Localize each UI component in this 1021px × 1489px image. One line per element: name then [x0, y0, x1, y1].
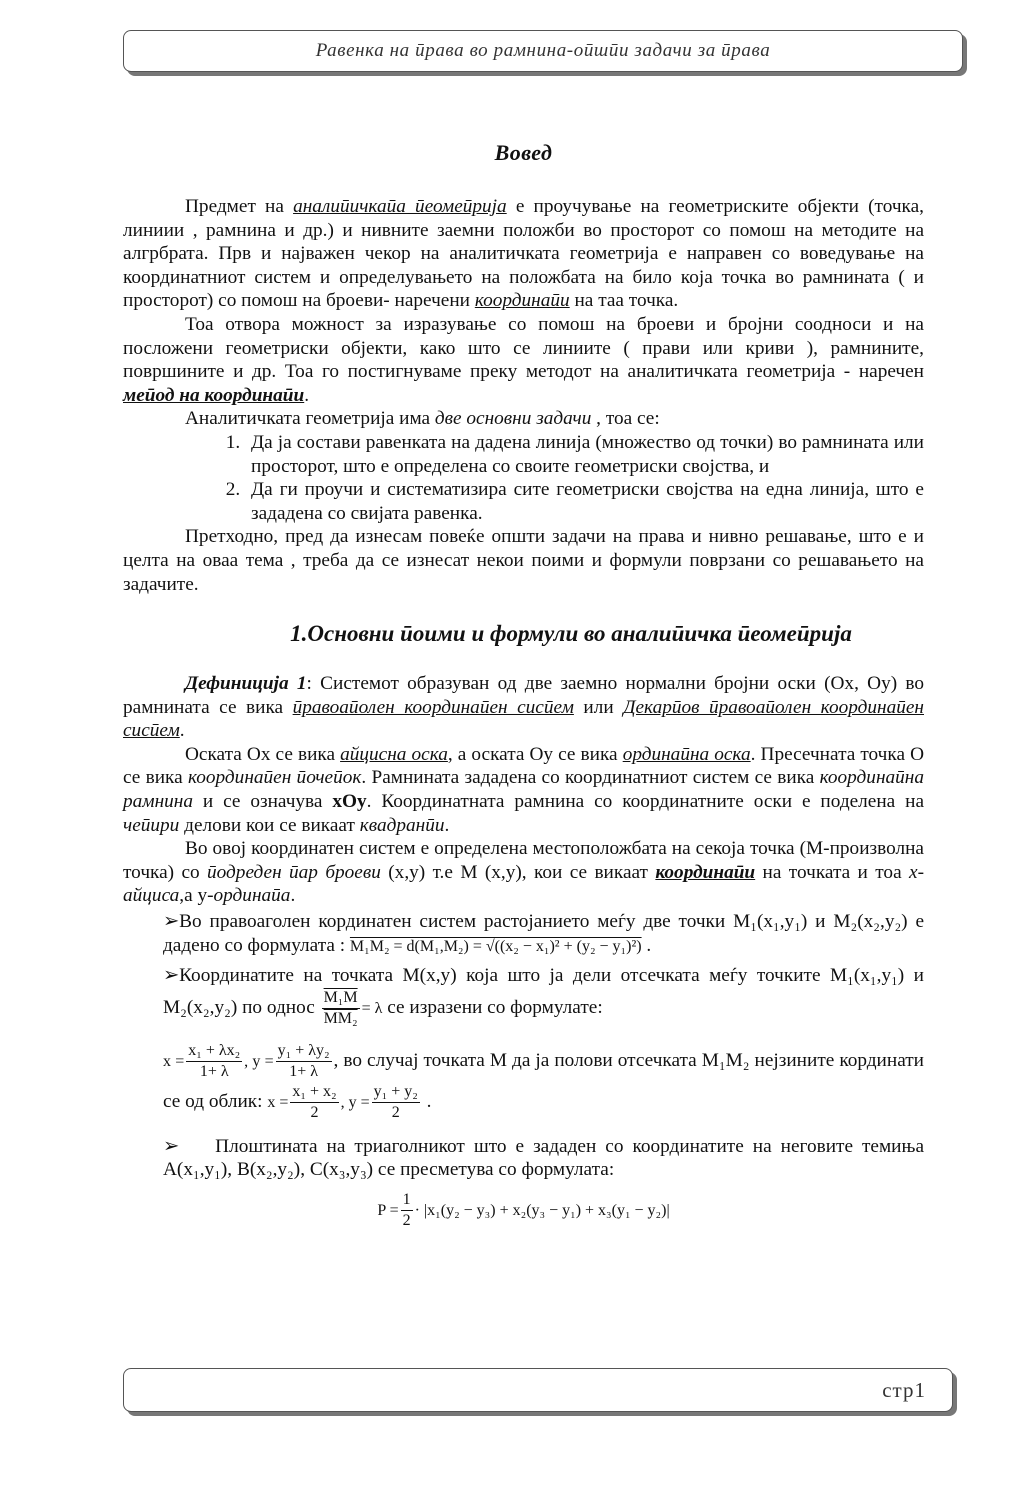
text-run: ,а y- [179, 885, 214, 907]
emphasized-term: две основни задачи [434, 408, 592, 430]
title: Вовед [494, 140, 553, 165]
emphasized-term: аналиӣичкаӣа ӣеомеӣрија [293, 196, 507, 217]
emphasized-term: квадранӣи [359, 814, 445, 836]
text-run: Во овој координатен систем е определена местоположбата на секоја точка (М-произволна точка) со [123, 838, 924, 883]
text-run: . [290, 885, 296, 907]
text-run: . Пресечната точка О се вика [123, 743, 924, 789]
text-run: . Координатната рамнина со координатните оски е поделена на [366, 791, 925, 813]
ratio-fraction: $\frac{\text{M₁M}}{\text{MM₂}}$ [323, 988, 358, 1027]
text-run: Тоа отвора можност за изразување со помош на броеви и бројни соодноси и на посложени геометриски објекти, како што се линиите ( прави или криви ), рамнините, површините и др. Тоа го постигнуваме преку методот на аналитичката геометрија - наречен [123, 313, 924, 383]
bullet-arrow-icon: ➢ [163, 1135, 180, 1157]
task-item: 2. Да ги проучи и систематизира сите геометриски својства на една линија, што е зададена со свијата равенка. [245, 478, 924, 525]
text-run: . [304, 384, 310, 406]
emphasized-term: координаӣна рамнина [123, 767, 924, 813]
paragraph [123, 743, 924, 837]
emphasized-term: координаӣи [474, 290, 570, 312]
text-run: Оската Ох се вика [185, 743, 341, 765]
emphasized-term: x-айциса [123, 861, 924, 907]
header-box [123, 30, 963, 72]
text-run: , а оската Oy се вика [447, 743, 623, 765]
bullet-arrow-icon: ➢ [163, 911, 180, 933]
text-run: делови кои се викаат [179, 814, 360, 836]
paragraph [123, 672, 924, 743]
emphasized-term: ординаӣа [213, 885, 291, 907]
paragraph [123, 525, 924, 596]
intro-conclusion [123, 525, 924, 596]
task-list [123, 431, 924, 525]
page-content [123, 140, 924, 1231]
task-item: 1. Да ја состави равенката на дадена линија (множество од точки) во рамнината или просторот, што е определена со своите геометриски својства, и [245, 431, 924, 478]
text-run: : Системот образуван од две заемно нормални бројни оски (Ox, Oy) во рамнината се вика [123, 673, 924, 718]
emphasized-term: координаӣи [655, 861, 756, 883]
page-number: стр1 [882, 1378, 926, 1402]
text-run: на точката и тоа [755, 861, 910, 883]
emphasized-term: координаӣен ӣочеӣок [187, 767, 362, 789]
running-header: Равенка на ӣрава во рамнина-оӣшӣи задачи за ӣрава [315, 40, 771, 61]
text-run: Претходно, пред да изнесам повеќе општи задачи на права и нивно решавање, што е и целта на оваа тема , треба да се изнесат некои поими и формули поврзани со решавањето на задачите. [123, 526, 924, 595]
text-run: или [573, 696, 624, 718]
text-run: . [444, 814, 450, 836]
distance-formula: M₁M₂ = d(M₁,M₂) = √((x₂ − x₁)² + (y₂ − y₁)²) [349, 937, 642, 955]
text-run: . Рамнината зададена со координатниот систем се вика [361, 767, 820, 789]
paragraph [123, 195, 924, 313]
paragraph [123, 837, 924, 908]
emphasized-term: айцисна оска [340, 743, 448, 765]
emphasized-term: чеӣири [123, 814, 180, 836]
footer-box [123, 1368, 953, 1412]
text-run: (x,y) т.е M (x,y), кои се викаат [380, 861, 656, 883]
area-formula: P = $\frac{1}{2}$ · |x₁(y₂ − y₃) + x₂(y₃ − y₁) + x₃(y₁ − y₂)| [377, 1191, 670, 1229]
emphasized-term: Дефиниција 1 [185, 673, 307, 695]
division-bullet: ➢Координатите на точката M(x,y) која што ја дели отсечката меѓу точките M₁(x₁,y₁) и M₂(x₂,y₂) по однос $\frac{\text{M₁M}}{\text{MM₂}}$ = λ се изразени со формулате: [163, 965, 924, 1027]
text-run: Предмет на [185, 196, 294, 217]
distance-bullet: ➢Во правоаголен кординатен систем растојанието меѓу две точки M₁(x₁,y₁) и M₂(x₂,y₂) е дадено со формулата : M₁M₂ = d(M₁,M₂) = √((x₂ − x₁)² + (y₂ − y₁)²) . [163, 911, 924, 956]
text-run: е проучување на геометриските објекти (точка, линиии , рамнина и др.) и нивните заемни положби во просторот со помош на методите на алгрбрата. Прв и најважен чекор на аналитичката геометрија е направен со воведување на координатниот систем и определувањето на положбата на било која точка во рамнината ( и просторот) со помош на броеви- наречени [123, 196, 924, 312]
division-formula: x = $\frac{\text{x₁ + λx₂}}{1+ \lambda}$ , y = $\frac{\text{y₁ + λy₂}}{1+ \lambda}$ , во случај точката M да ја полови отсечката M₁M₂ нејзините кординати се од облик: x = $\frac{\text{x₁ + x₂}}{2}$ , y = $\frac{\text{y₁ + y₂}}{2}$ . [163, 1041, 924, 1121]
definitions [123, 672, 924, 908]
text-run: Аналитичката геометрија има [185, 408, 435, 430]
paragraph [123, 313, 924, 407]
emphasized-term: xOy [332, 791, 367, 813]
text-run: , тоа се: [591, 408, 660, 430]
area-bullet: ➢ Плоштината на триаголникот што е зададен со координатите на неговите темиња A(x₁,y₁), B(x₂,y₂), C(x₃,y₃) се пресметува со формулата: [163, 1135, 925, 1181]
emphasized-term: ӣодреден ӣар броеви [207, 861, 381, 883]
emphasized-term: меӣод на координаӣи [123, 384, 305, 406]
text-run: и се означува [193, 791, 333, 813]
emphasized-term: ӣравоаӣолен координаӣен сисӣем [292, 696, 574, 718]
emphasized-term: ординаӣна оска [622, 743, 751, 765]
bullet-arrow-icon: ➢ [163, 965, 180, 987]
section-heading: 1.Основни ӣоими и формули во аналиӣичка ӣеомеӣрија [290, 621, 852, 647]
text-run: . [179, 720, 185, 742]
emphasized-term: Декарӣов ӣравоаӣолен координаӣен сисӣем [123, 696, 924, 742]
text-run: на таа точка. [569, 290, 679, 312]
intro-section [123, 195, 924, 431]
paragraph [123, 407, 924, 431]
